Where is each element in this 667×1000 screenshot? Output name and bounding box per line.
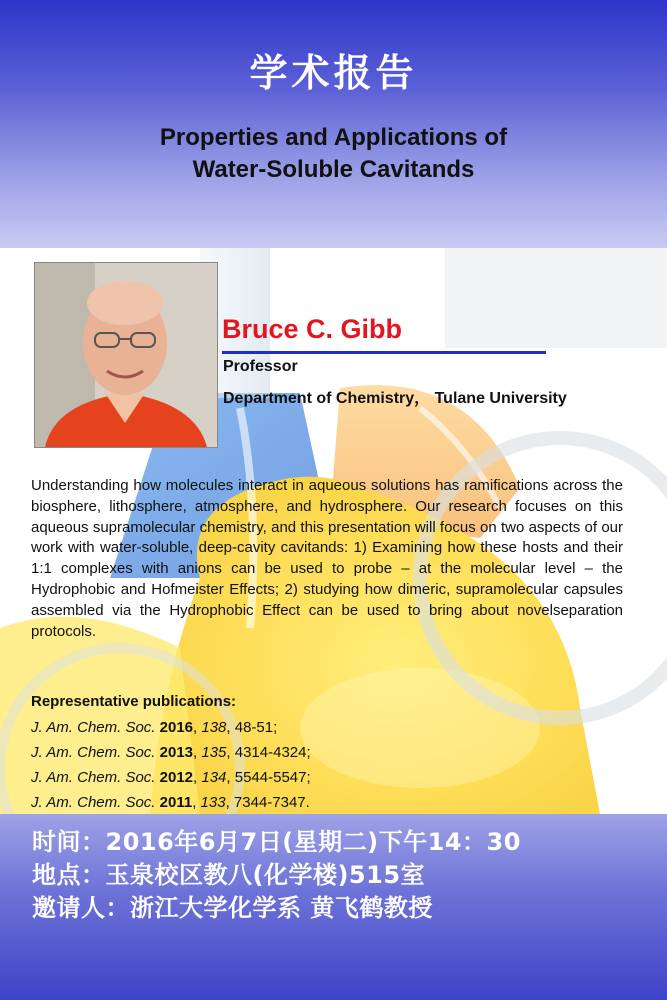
talk-title-line2: Water-Soluble Cavitands: [192, 156, 475, 183]
footer-banner: [0, 814, 667, 1000]
talk-title-line1: Properties and Applications of: [159, 124, 508, 151]
speaker-photo: [34, 262, 218, 448]
event-location: 地点：玉泉校区教八(化学楼)515室: [32, 861, 426, 889]
event-time: 时间：2016年6月7日(星期二)下午14：30: [32, 828, 521, 856]
publication-item: J. Am. Chem. Soc. 2013, 135, 4314-4324;: [31, 744, 311, 761]
speaker-portrait-illustration: [35, 263, 217, 447]
publication-item: J. Am. Chem. Soc. 2011, 133, 7344-7347.: [31, 794, 310, 811]
name-underline: [222, 351, 546, 354]
publications-heading: Representative publications:: [31, 693, 237, 710]
speaker-affiliation: Department of Chemistry， Tulane University: [223, 390, 567, 407]
talk-title: [0, 122, 667, 186]
publication-item: J. Am. Chem. Soc. 2012, 134, 5544-5547;: [31, 769, 311, 786]
poster-title-cn: 学术报告: [249, 51, 418, 95]
speaker-title: Professor: [223, 358, 298, 375]
talk-abstract: Understanding how molecules interact in aqueous solutions has ramifications across the biosphere, lithosphere, atmosphere, and hydrosphere. Our research focuses on this aqueous supramolecular chemistry, and this presentation will focus on two aspects of our work with water-soluble, deep-cavity cavitands: 1) Examining how these hosts and their 1:1 complexes with anions can be used to probe – at the molecular level – the Hydrophobic and Hofmeister Effects; 2) studying how dimeric, supramolecular capsules assembled via the Hydrophobic Effect can be used to bring about novelseparation protocols.: [31, 477, 623, 640]
event-host: 邀请人：浙江大学化学系 黄飞鹤教授: [32, 894, 433, 922]
speaker-name: Bruce C. Gibb: [222, 314, 403, 344]
publication-item: J. Am. Chem. Soc. 2016, 138, 48-51;: [31, 719, 278, 736]
header-banner: [0, 0, 667, 248]
